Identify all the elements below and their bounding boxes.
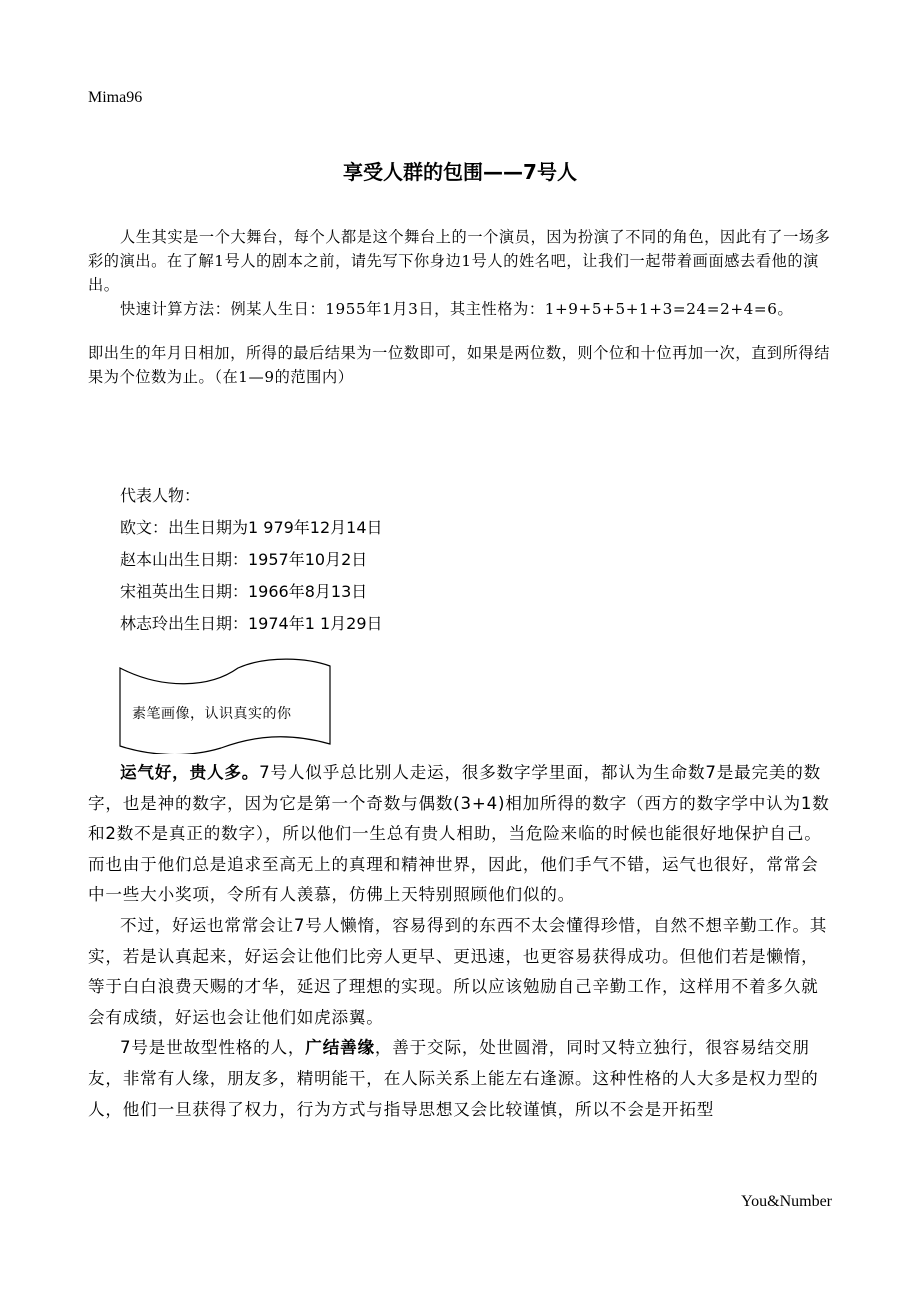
page-header-label: Mima96: [88, 89, 143, 106]
representative-item: 欧文：出生日期为1 979年12月14日: [120, 518, 383, 537]
body-paragraph: 不过，好运也常常会让7号人懒惰，容易得到的东西不太会懂得珍惜，自然不想辛勤工作。其实，若是认真起来，好运会让他们比旁人更早、更迅速，也更容易获得成功。但他们若是懒惰，等于白白浪费天赐的才华，延迟了理想的实现。所以应该勉励自己辛勤工作，这样用不着多久就会有成绩，好运也会让他们如虎添翼。: [88, 915, 828, 1027]
scroll-banner-text: 素笔画像，认识真实的你: [132, 706, 292, 722]
scroll-banner: [118, 658, 332, 754]
explanation-paragraph: 即出生的年月日相加，所得的最后结果为一位数即可，如果是两位数，则个位和十位再加一次，直到所得结果为个位数为止。（在1—9的范围内）: [88, 344, 831, 386]
representative-item: 宋祖英出生日期：1966年8月13日: [120, 582, 368, 601]
body-text-span: 7号是世故型性格的人，: [120, 1038, 306, 1058]
explanation-section: [88, 341, 832, 389]
page-title: 享受人群的包围——7号人: [343, 160, 577, 184]
representative-item: 林志玲出生日期：1974年1 1月29日: [120, 614, 383, 633]
page-footer-label: You&Number: [741, 1193, 832, 1210]
intro-paragraph: 人生其实是一个大舞台，每个人都是这个舞台上的一个演员，因为扮演了不同的角色，因此有了一场多彩的演出。在了解1号人的剧本之前，请先写下你身边1号人的姓名吧，让我们一起带着画面感去看他的演出。: [88, 228, 831, 294]
representatives-heading: 代表人物：: [120, 486, 201, 505]
body-paragraph: [88, 758, 832, 911]
representatives-list: [120, 480, 383, 640]
representative-item: 赵本山出生日期：1957年10月2日: [120, 550, 368, 569]
highlight-phrase: 运气好，贵人多。: [120, 763, 260, 782]
intro-section: [88, 225, 832, 321]
body-text-span: 7号人似乎总比别人走运，很多数字学里面，都认为生命数7是最完美的数字，也是神的数字，因为它是第一个奇数与偶数(3+4)相加所得的数字（西方的数字学中认为1数和2数不是真正的数字），所以他们一生总有贵人相助，当危险来临的时候也能很好地保护自己。而也由于他们总是追求至高无上的真理和精神世界，因此，他们手气不错，运气也很好，常常会中一些大小奖项，令所有人羡慕，仿佛上天特别照顾他们似的。: [88, 763, 830, 905]
calculation-method-paragraph: 快速计算方法：例某人生日：1955年1月3日，其主性格为：1+9+5+5+1+3=24=2+4=6。: [120, 300, 794, 318]
body-paragraph: [88, 1033, 832, 1125]
main-body: [88, 758, 832, 1125]
highlight-phrase: 广结善缘: [305, 1038, 375, 1058]
body-text-span: ，善于交际，处世圆滑，同时又特立独行，很容易结交朋友，非常有人缘，朋友多，精明能干，在人际关系上能左右逢源。这种性格的人大多是权力型的人，他们一旦获得了权力，行为方式与指导思想又会比较谨慎，所以不会是开拓型: [88, 1038, 819, 1119]
